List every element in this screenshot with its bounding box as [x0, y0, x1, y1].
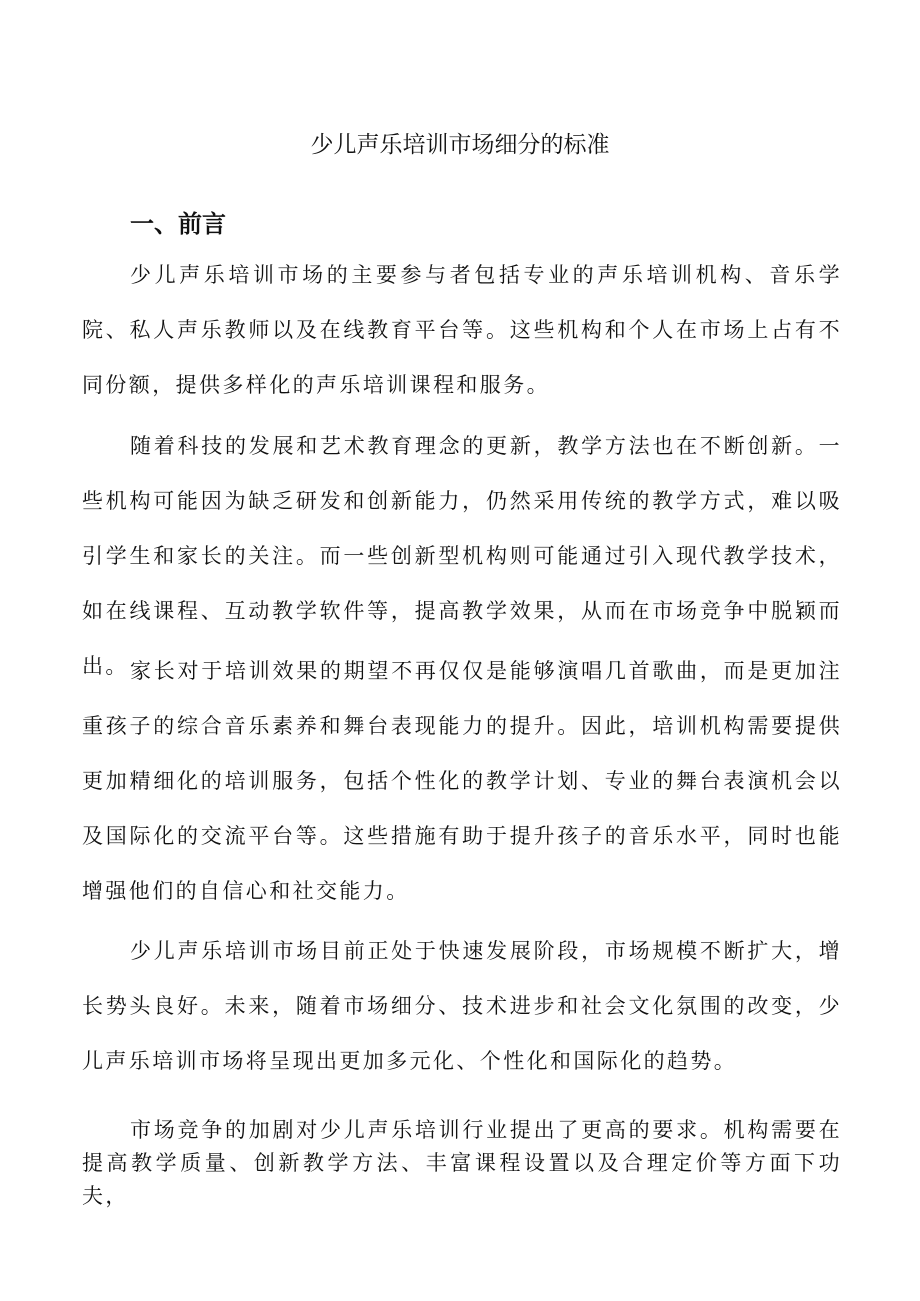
section-heading: 一、前言: [130, 210, 226, 238]
paragraph-4: 少儿声乐培训市场目前正处于快速发展阶段，市场规模不断扩大，增长势头良好。未来，随着市场细分、技术进步和社会文化氛围的改变，少儿声乐培训市场将呈现出更加多元化、个性化和国际化的趋势。: [82, 939, 842, 1073]
document-title: 少儿声乐培训市场细分的标准: [310, 132, 610, 158]
paragraph-2: 随着科技的发展和艺术教育理念的更新，教学方法也在不断创新。一些机构可能因为缺乏研发和创新能力，仍然采用传统的教学方式，难以吸引学生和家长的关注。而一些创新型机构则可能通过引入现代教学技术，如在线课程、互动教学软件等，提高教学效果，从而在市场竞争中脱颖而出。: [82, 434, 842, 678]
paragraph-1: 少儿声乐培训市场的主要参与者包括专业的声乐培训机构、音乐学院、私人声乐教师以及在线教育平台等。这些机构和个人在市场上占有不同份额，提供多样化的声乐培训课程和服务。: [82, 263, 842, 397]
paragraph-3: 家长对于培训效果的期望不再仅仅是能够演唱几首歌曲，而是更加注重孩子的综合音乐素养和舞台表现能力的提升。因此，培训机构需要提供更加精细化的培训服务，包括个性化的教学计划、专业的舞台表演机会以及国际化的交流平台等。这些措施有助于提升孩子的音乐水平，同时也能增强他们的自信心和社交能力。: [82, 659, 842, 903]
paragraph-5: 市场竞争的加剧对少儿声乐培训行业提出了更高的要求。机构需要在提高教学质量、创新教学方法、丰富课程设置以及合理定价等方面下功夫，: [82, 1118, 842, 1208]
